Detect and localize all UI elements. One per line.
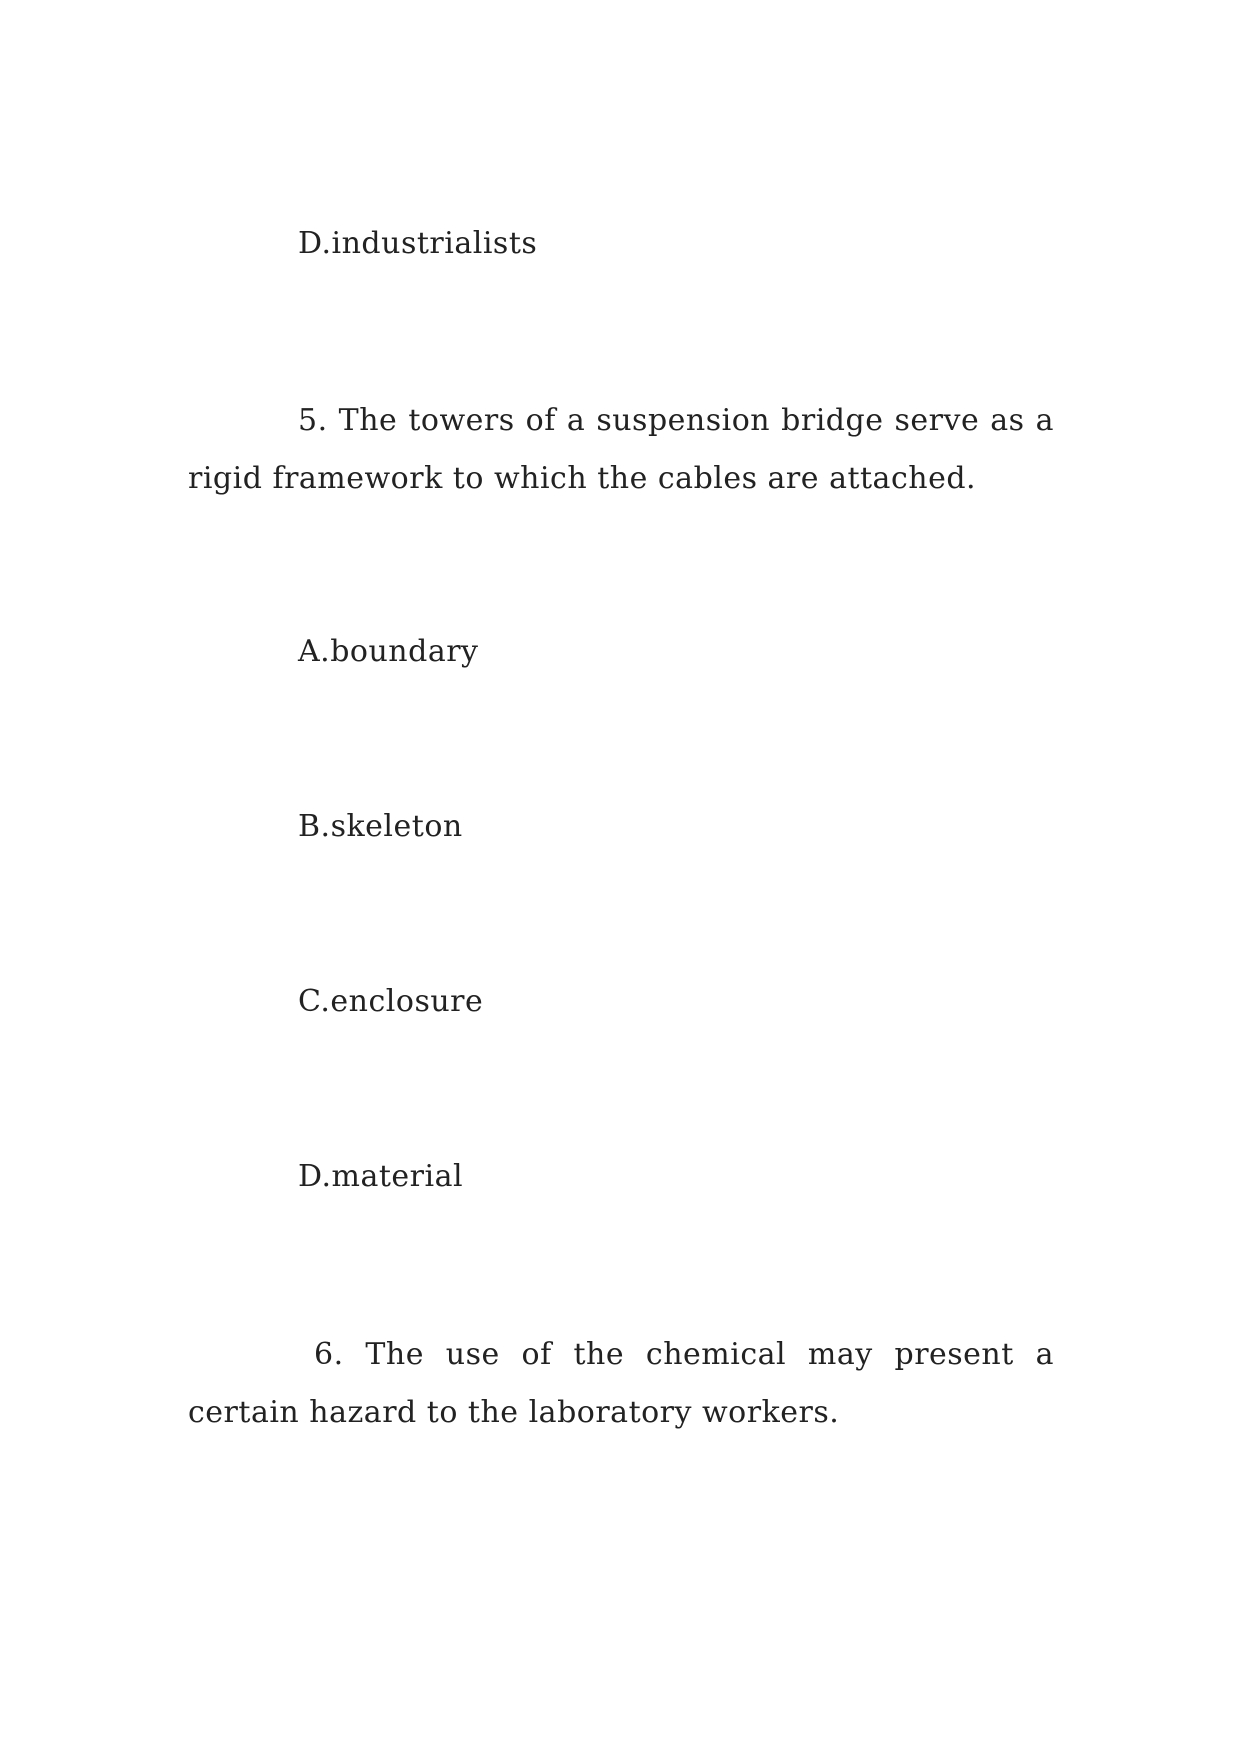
option-a: A.boundary <box>298 634 479 669</box>
option-d: D.material <box>298 1159 464 1194</box>
question-5-text: 5. The towers of a suspension bridge serve as a rigid framework to which the cables are attached. <box>188 403 1054 496</box>
option-c: C.enclosure <box>298 984 484 1019</box>
option-d-prev: D.industrialists <box>298 226 538 261</box>
question-6 <box>188 1326 1054 1442</box>
option-b: B.skeleton <box>298 809 463 844</box>
question-5 <box>188 392 1054 508</box>
question-6-text: 6. The use of the chemical may present a certain hazard to the laboratory workers. <box>188 1337 1054 1430</box>
